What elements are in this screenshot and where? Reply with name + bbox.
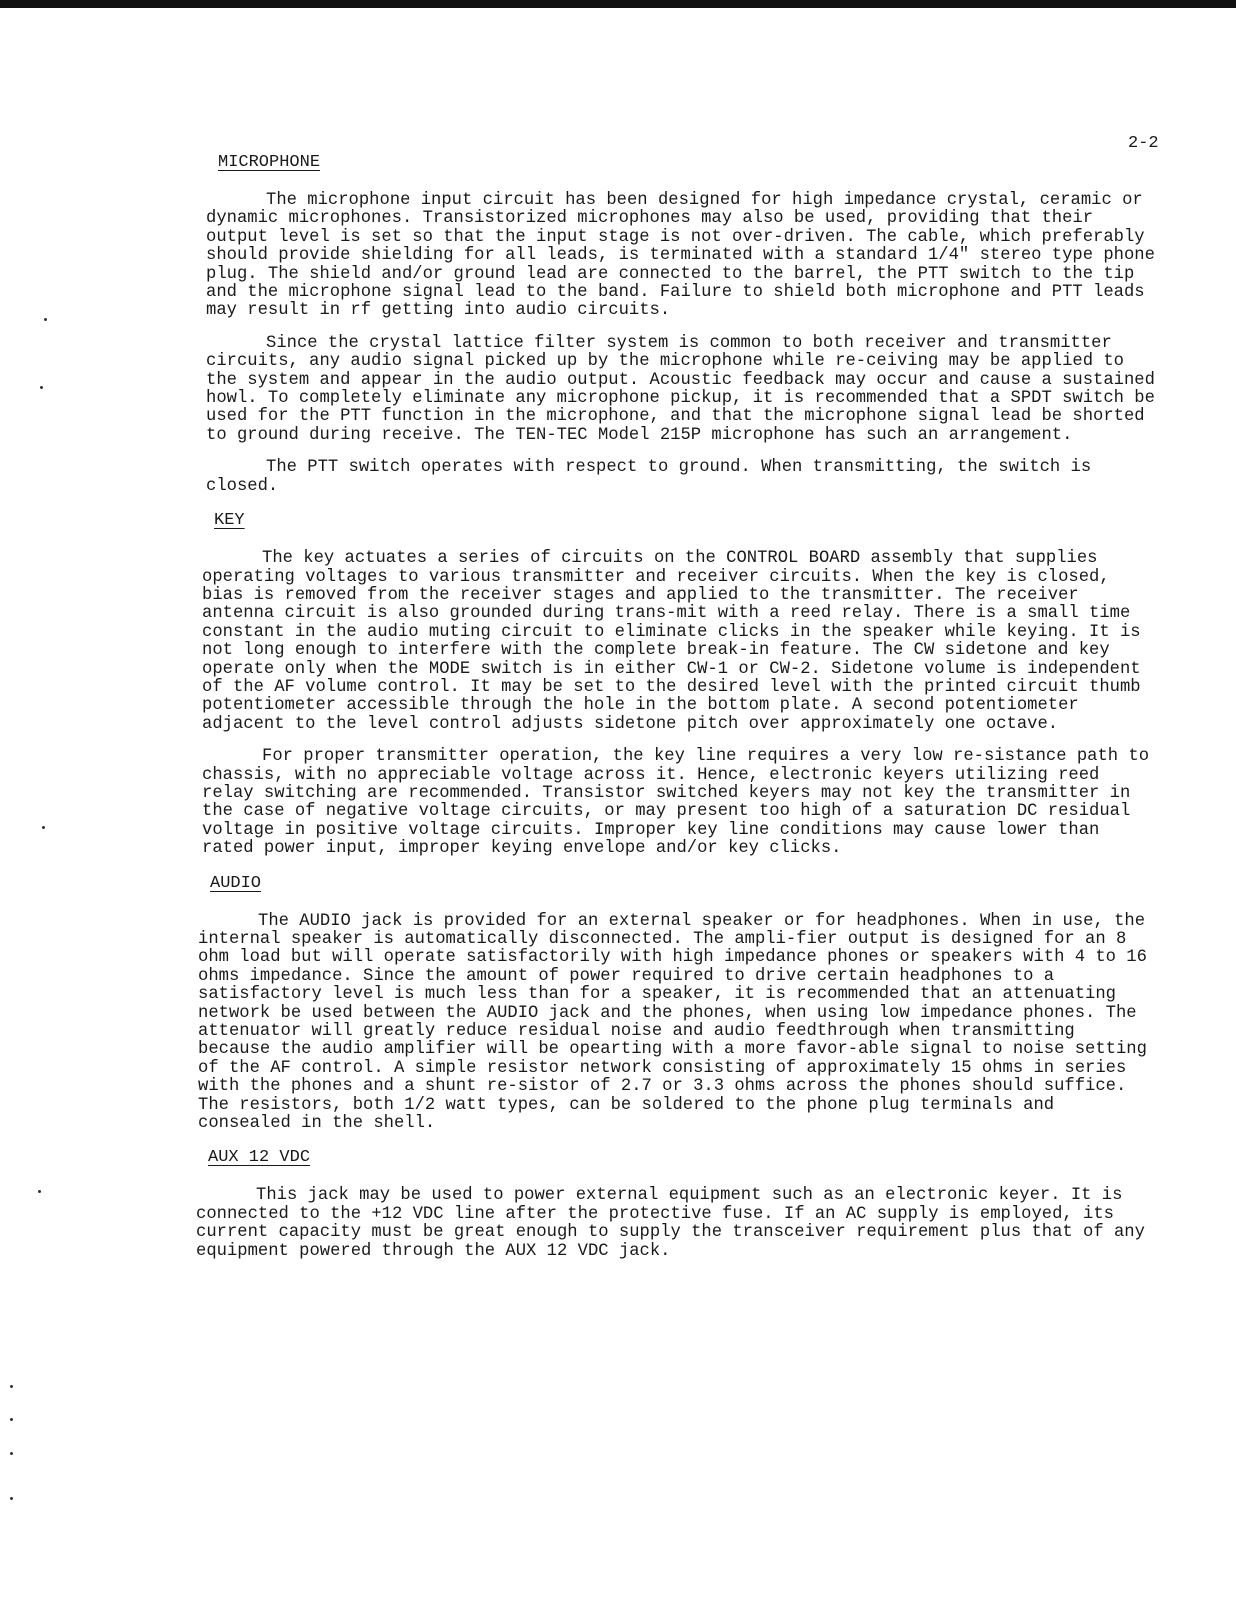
section-audio bbox=[198, 873, 1156, 1134]
paragraph: For proper transmitter operation, the key line requires a very low re-sistance path to chassis, with no appreciable voltage across it. Hence, electronic keyers utilizing reed relay switching are recommended. Transistor switched keyers may not key the transmitter in the case of negative voltage circuits, or may present too high of a saturation DC residual voltage in positive voltage circuits. Improper key line conditions may cause lower than rated power input, improper keying envelope and/or key clicks. bbox=[202, 747, 1150, 859]
scan-speck bbox=[38, 1190, 41, 1193]
scan-top-border bbox=[0, 0, 1236, 8]
section-aux-12-vdc bbox=[196, 1147, 1156, 1261]
paragraph: The key actuates a series of circuits on the CONTROL BOARD assembly that supplies operating voltages to various transmitter and receiver circuits. When the key is closed, bias is removed from the receiver stages and applied to the transmitter. The receiver antenna circuit is also grounded during trans-mit with a reed relay. There is a small time constant in the audio muting circuit to eliminate clicks in the speaker while keying. It is not long enough to interfere with the complete break-in feature. The CW sidetone and key operate only when the MODE switch is in either CW-1 or CW-2. Sidetone volume is independent of the AF volume control. It may be set to the desired level with the printed circuit thumb potentiometer accessible through the hole in the bottom plate. A second potentiometer adjacent to the level control adjusts sidetone pitch over approximately one octave. bbox=[202, 549, 1141, 734]
paragraph: The AUDIO jack is provided for an external speaker or for headphones. When in use, the internal speaker is automatically disconnected. The ampli-fier output is designed for an 8 ohm load but will operate satisfactorily with high impedance phones or speakers with 4 to 16 ohms impedance. Since the amount of power required to drive certain headphones to a satisfactory level is much less than for a speaker, it is recommended that an attenuating network be used between the AUDIO jack and the phones, when using low impedance phones. The attenuator will greatly reduce residual noise and audio feedthrough when transmitting because the audio amplifier will be opearting with a more favor-able signal to noise setting of the AF control. A simple resistor network consisting of approximately 15 ohms in series with the phones and a shunt re-sistor of 2.7 or 3.3 ohms across the phones should suffice. The resistors, both 1/2 watt types, can be soldered to the phone plug terminals and consealed in the shell. bbox=[198, 911, 1147, 1134]
section-microphone bbox=[206, 152, 1156, 496]
scan-speck bbox=[10, 1452, 13, 1455]
scan-speck bbox=[10, 1418, 13, 1421]
scan-speck bbox=[10, 1385, 13, 1388]
scan-speck bbox=[42, 826, 45, 829]
document-body bbox=[196, 152, 1156, 1275]
section-key bbox=[202, 510, 1156, 859]
scan-speck bbox=[10, 1497, 13, 1500]
scan-speck bbox=[40, 386, 43, 389]
page-number: 2-2 bbox=[1128, 134, 1159, 153]
scan-speck bbox=[44, 318, 47, 321]
paragraph: The PTT switch operates with respect to ground. When transmitting, the switch is closed. bbox=[206, 458, 1092, 496]
section-heading-audio: AUDIO bbox=[210, 873, 262, 893]
section-heading-key: KEY bbox=[214, 511, 245, 531]
section-heading-aux-12-vdc: AUX 12 VDC bbox=[208, 1148, 311, 1168]
paragraph: The microphone input circuit has been designed for high impedance crystal, ceramic or dynamic microphones. Transistorized microphones may also be used, providing that their output level is set so that the input stage is not over-driven. The cable, which preferably should provide shielding for all leads, is terminated with a standard 1/4" stereo type phone plug. The shield and/or ground lead are connected to the barrel, the PTT switch to the tip and the microphone signal lead to the band. Failure to shield both microphone and PTT leads may result in rf getting into audio circuits. bbox=[206, 191, 1155, 321]
section-heading-microphone: MICROPHONE bbox=[218, 153, 321, 172]
paragraph: This jack may be used to power external equipment such as an electronic keyer. It is connected to the +12 VDC line after the protective fuse. If an AC supply is employed, its current capacity must be great enough to supply the transceiver requirement plus that of any equipment powered through the AUX 12 VDC jack. bbox=[196, 1186, 1145, 1261]
paragraph: Since the crystal lattice filter system is common to both receiver and transmitter circuits, any audio signal picked up by the microphone while re-ceiving may be applied to the system and appear in the audio output. Acoustic feedback may occur and cause a sustained howl. To completely eliminate any microphone pickup, it is recommended that a SPDT switch be used for the PTT function in the microphone, and that the microphone signal lead be shorted to ground during receive. The TEN-TEC Model 215P microphone has such an arrangement. bbox=[206, 333, 1155, 445]
